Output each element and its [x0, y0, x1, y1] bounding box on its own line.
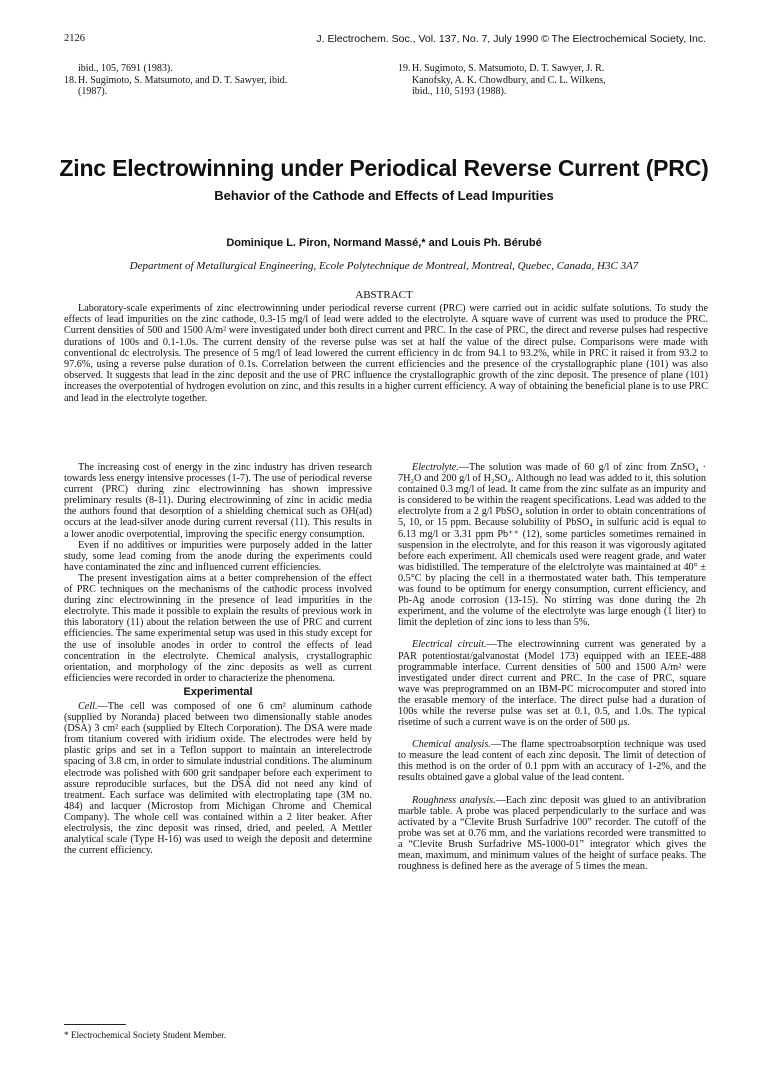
article-subtitle: Behavior of the Cathode and Effects of Lead Impurities — [214, 188, 554, 203]
left-column — [64, 462, 372, 856]
page-number: 2126 — [64, 33, 85, 44]
abstract-text: Laboratory-scale experiments of zinc electrowinning under periodical reverse current (PRC) were carried out in acidic sulfate solutions. To study the effects of lead impurities on the zinc cathode, 0.3-15 mg/l of lead were added to the electrolyte. A square wave of current was used to produce the PRC. Current densities of 500 and 1500 A/m² were investigated under both direct current and PRC. In the case of PRC, the direct and reverse pulses had respective durations of 100s and 0.1-1.0s. The current density of the reverse pulse was set at half the value of the direct pulse. Comparisons were made with conventional dc electrolysis. The presence of 5 mg/l of lead lowered the current efficiency in dc from 94.1 to 93.2%, while in PRC it raised it from 93.2 to 97.6%, using a reverse pulse duration of 0.1s. Correlation between the current efficiencies and the presence of the crystallographic plane (101) was also observed. It suggests that lead in the zinc deposit and the use of PRC influence the crystallographic growth of the zinc deposit. The presence of plane (101) increases the overpotential of hydrogen evolution on zinc, and this results in a higher current efficiency. A way of obtaining the beneficial plane is to use PRC and lead in the electrolyte together. — [64, 303, 708, 404]
subsection-label: Chemical analysis. — [412, 739, 491, 751]
footnote: * Electrochemical Society Student Member. — [64, 1030, 227, 1040]
subsection-label: Roughness analysis. — [412, 794, 496, 806]
reference-line: Kanofsky, A. K. Chowdbury, and C. L. Wilkens, — [412, 74, 606, 86]
body-paragraph: Roughness analysis.—Each zinc deposit was glued to an antivibration marble table. A probe was placed perpendicularly to the surface and was activated by a “Clevite Brush Surfadrive 100” recorder. The cutoff of the probe was set at 0.76 mm, and the variations recorded were transmitted to a “Clevite Brush Surfadrive MS-1000-01” integrator which gives the mean, maximum, and minimum values of the height of surface peaks. The roughness is defined here as the average of 5 times the mean. — [398, 794, 706, 873]
subsection-label: Cell. — [78, 700, 98, 712]
reference-line: ibid., 105, 7691 (1983). — [78, 63, 173, 74]
body-paragraph: Chemical analysis.—The flame spectroabsorption technique was used to measure the lead content of each zinc deposit. The limit of detection of this method is on the order of 0.1 ppm with an accuracy of 1-2%, and the results obtained gave a global value of the lead content. — [398, 739, 706, 784]
reference-item: 19. H. Sugimoto, S. Matsumoto, D. T. Sawyer, J. R. — [398, 63, 605, 74]
journal-header: J. Electrochem. Soc., Vol. 137, No. 7, July 1990 © The Electrochemical Society, Inc. — [316, 33, 706, 45]
body-paragraph: Cell.—The cell was composed of one 6 cm² aluminum cathode (supplied by Noranda) placed between two dimensionally stable anodes (DSA) 3 cm² each (supplied by Eltech Corporation). The DSA were made from titanium covered with iridium oxide. The electrodes were held by plastic grips and set in a Teflon support to maintain an interelectrode spacing of 3.8 cm, in order to simulate industrial conditions. The aluminum electrode was polished with 600 grit sandpaper before each experiment to assure reproducible surfaces, but the DSA did not need any kind of treatment. Each surface was delimited with electroplating tape (3M no. 484) and lacquer (Microstop from Michigan Chrome and Chemical Company). The whole cell was contained within a 2 liter beaker. After electrolysis, the zinc deposit was rinsed, dried, and peeled. A Mettler analytical scale (Type H-16) was used to weigh the deposit and determine the current efficiency. — [64, 700, 372, 857]
body-paragraph: Electrical circuit.—The electrowinning current was generated by a PAR potentiostat/galvanostat (Model 173) equipped with an IEEE-488 programmable interface. Current densities of 500 and 1500 A/m² were investigated under direct current and PRC. In the case of PRC, square wave was preprogrammed on an IBM-PC microcomputer and stored into the erasable memory of the interface. The direct pulse had a duration of 100s while the reverse pulse was set at 0.1, 0.5, and 1.0s. The typical risetime of such a current wave is on the order of 500 μs. — [398, 639, 706, 729]
subsection-label: Electrolyte. — [412, 462, 459, 473]
reference-item: 18. H. Sugimoto, S. Matsumoto, and D. T. Sawyer, ibid. — [64, 74, 288, 86]
affiliation: Department of Metallurgical Engineering, Ecole Polytechnique de Montreal, Montreal, Quebec, Canada, H3C 3A7 — [129, 260, 639, 272]
body-paragraph: The present investigation aims at a better comprehension of the effect of PRC techniques on the mechanisms of the cathodic process involved during zinc electrowinning in the presence of lead impurities in the electrolyte. This made it possible to explain the results of previous work in this laboratory (11) about the relation between the use of PRC and current efficiencies. The same experimental setup was used in this study except for the use of insoluble anodes in order to control the effects of lead concentration in the electrolyte. Chemical analysis, crystallographic orientation, and morphology of the zinc deposits as well as current efficiencies were recorded in order to characterize the phenomena. — [64, 572, 372, 684]
reference-line: ibid., 110, 5193 (1988). — [412, 86, 507, 97]
body-paragraph: The increasing cost of energy in the zinc industry has driven research towards less energy intensive processes (1-7). The use of periodical reverse current (PRC) during zinc electrowinning has shown impressive preliminary results (8-11). During electrowinning of zinc in acidic media the authors found that desorption of a shielding chemical such as OH(ad) occurs at the lead-silver anode during current reversal (11). This results in a lower anodic overpotential, improving the specific energy consumption. — [64, 462, 372, 540]
subsection-label: Electrical circuit. — [412, 639, 487, 651]
references-right — [398, 63, 708, 98]
abstract-heading: ABSTRACT — [355, 289, 413, 301]
footnote-rule — [64, 1024, 126, 1025]
section-heading-experimental: Experimental — [183, 685, 253, 698]
body-paragraph: Electrolyte.—The solution was made of 60 g/l of zinc from ZnSO₄ · 7H₂O and 200 g/l of H₂SO₄. Although no lead was added to it, this solution contained 0.3 mg/l of lead. It came from the zinc sulfate as an impurity and is considered to be within the reagent specifications. Lead was added to the electrolyte from a 2 g/l PbSO₄ solution in order to obtain concentrations of 5, 10, or 15 ppm. Because solubility of PbSO₄ in sulfuric acid is equal to 6.13 mg/l or 3.31 ppm Pb⁺⁺ (12), some particles sometimes remained in suspension in the electrolyte, and for this reason it was vigorously agitated before each experiment. All chemicals used were reagent grade, and water was bidistilled. The temperature of the elelctrolyte was maintained at 40° ± 0.5°C by placing the cell in a thermostated water bath. This temperature was found to be optimum for energy consumption, current efficiency, and Pb-Ag anode corrosion (13-15). No stirring was done during the 2h experiment, and the volume of the electrolyte was large enough (1 liter) to limit the depletion of zinc ions to less than 5%. — [398, 462, 706, 629]
body-paragraph: Even if no additives or impurities were purposely added in the latter study, some lead coming from the anode during the experiments could have contaminated the zinc and influenced current efficiencies. — [64, 539, 372, 573]
references-left — [64, 63, 374, 98]
article-title: Zinc Electrowinning under Periodical Reverse Current (PRC) — [59, 155, 709, 181]
reference-line: (1987). — [78, 86, 108, 97]
author-list: Dominique L. Piron, Normand Massé,* and Louis Ph. Bérubé — [226, 237, 542, 249]
right-column — [398, 462, 706, 872]
